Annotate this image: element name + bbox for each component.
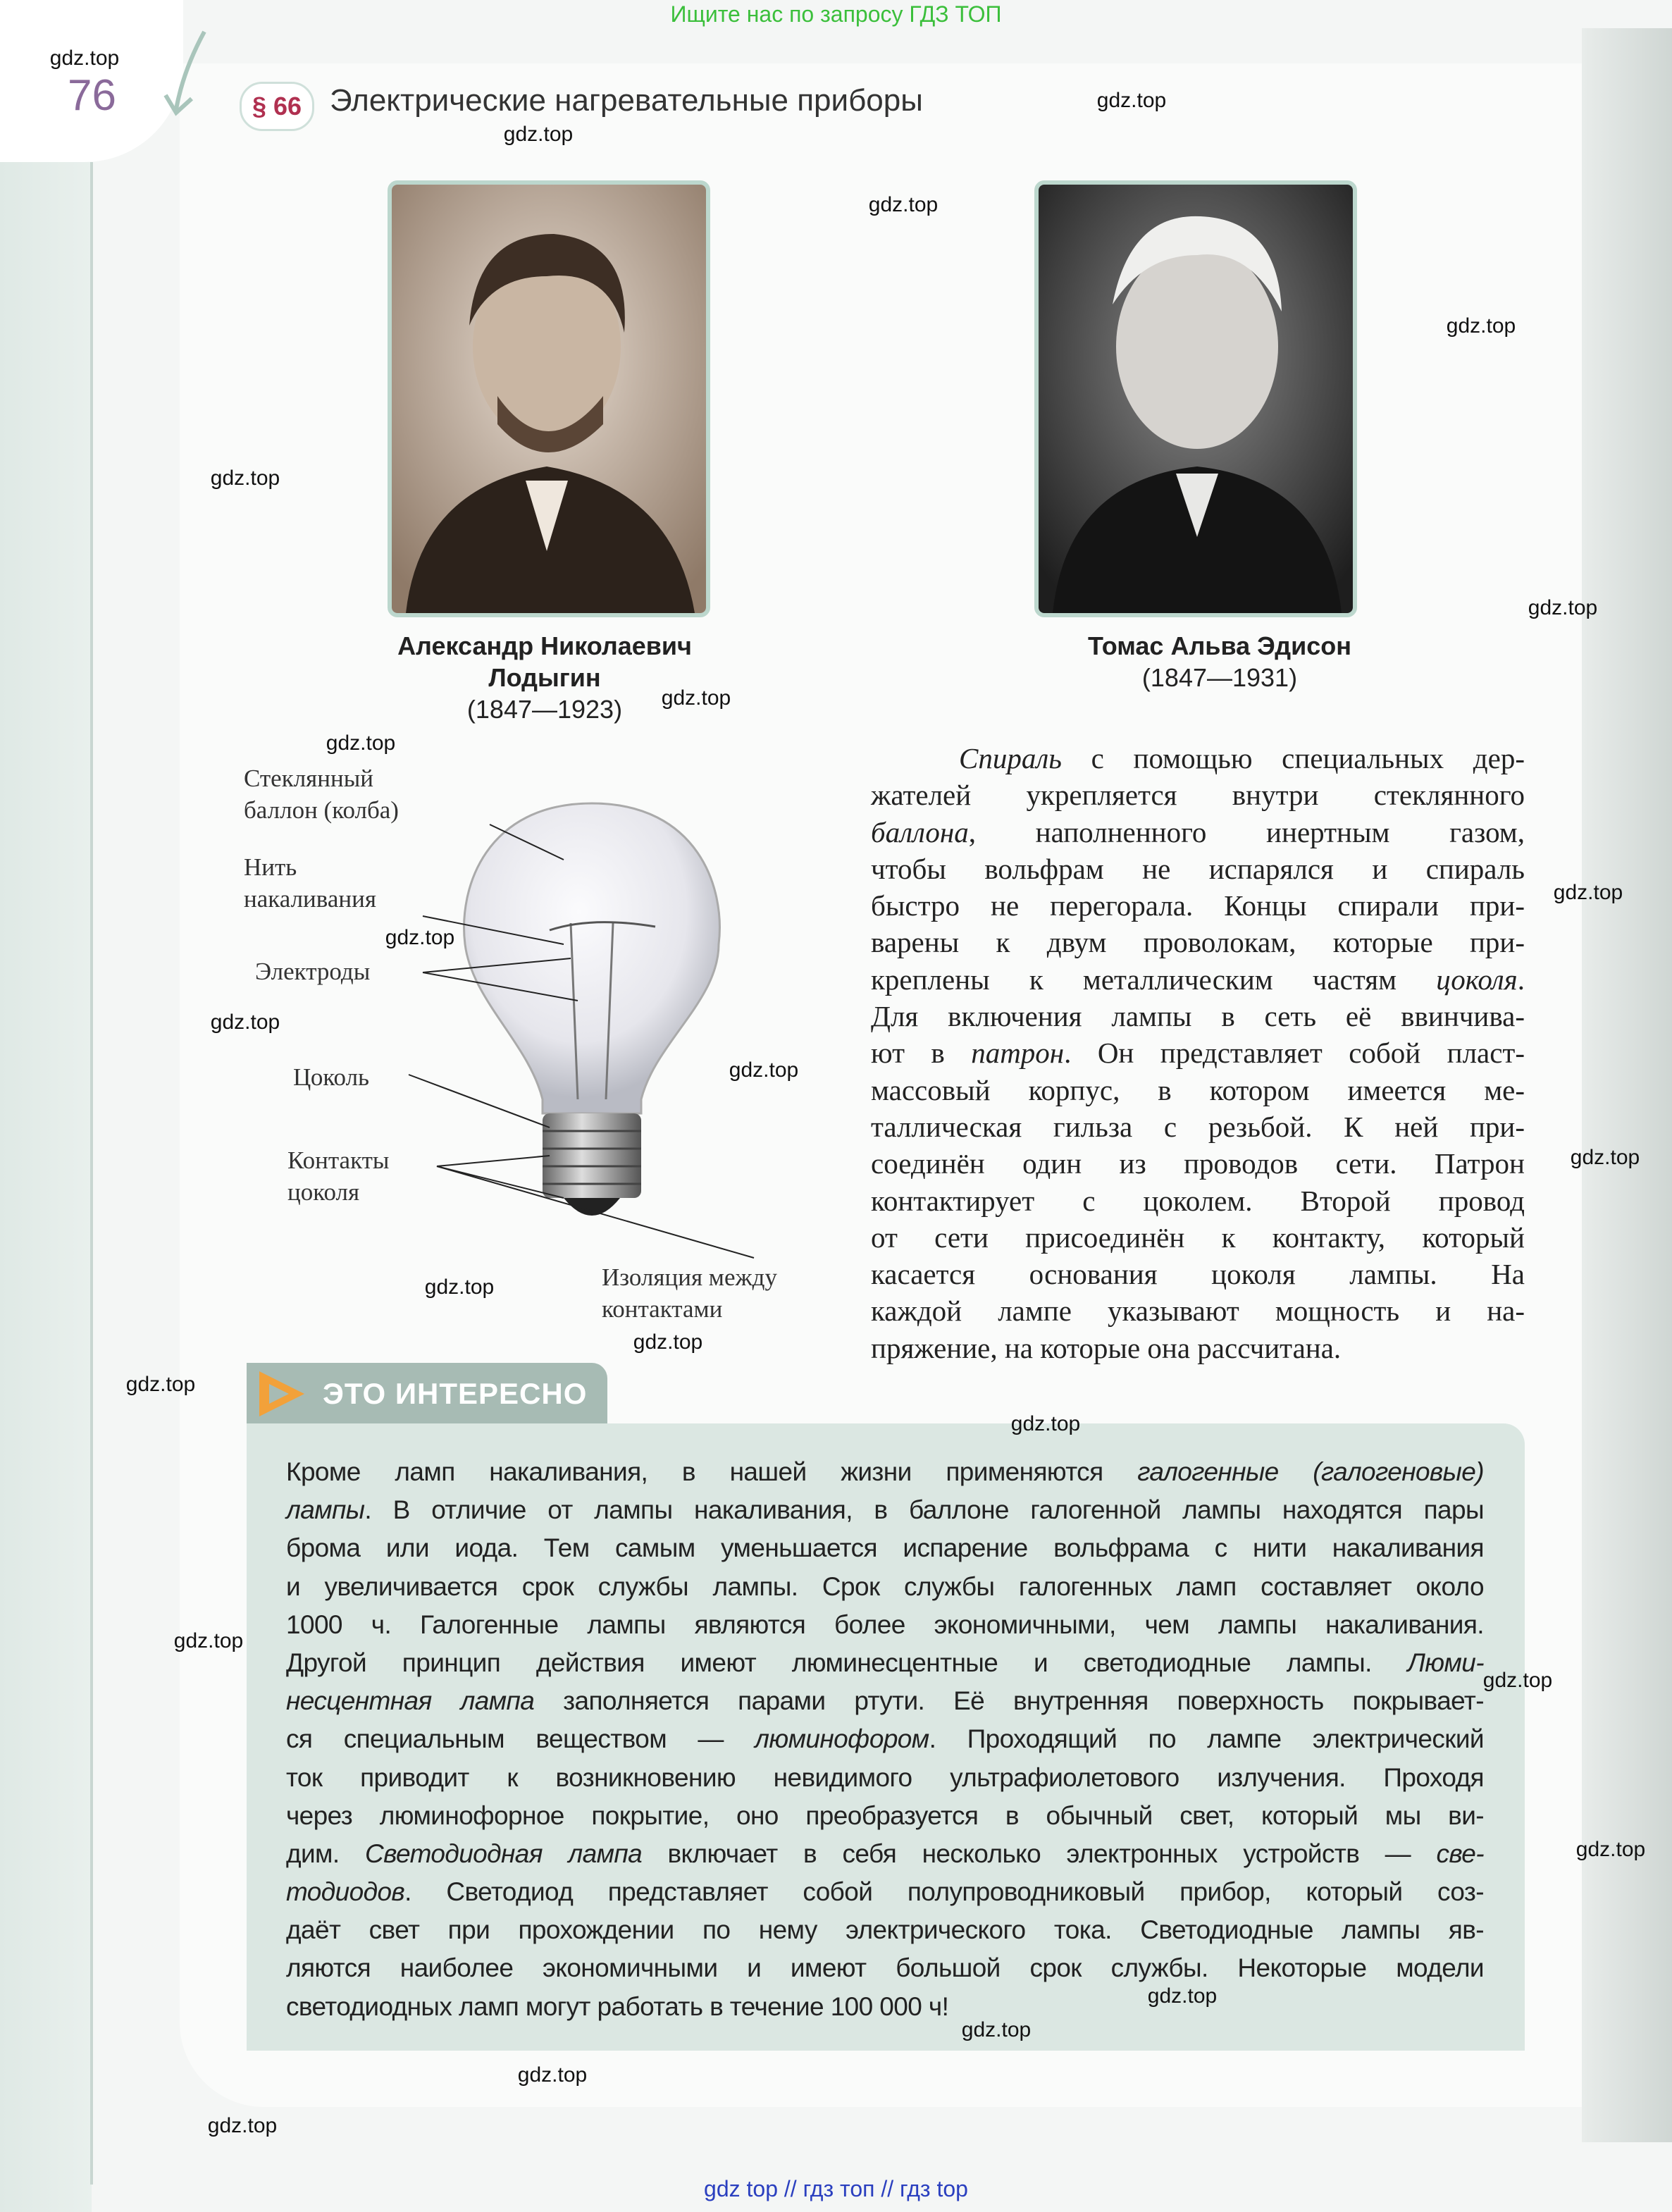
label-base: Цоколь: [293, 1063, 370, 1091]
interesting-text: [286, 1453, 1484, 2026]
page-title: Электрические нагревательные приборы: [330, 83, 923, 118]
interesting-box: [247, 1423, 1525, 2051]
play-arrow-icon: [254, 1368, 310, 1419]
watermark: gdz.top: [503, 123, 574, 146]
watermark: gdz.top: [729, 1058, 799, 1082]
text-segment: таллическая гильза с резьбой. К ней при-: [871, 1110, 1525, 1143]
text-segment: [871, 742, 959, 774]
watermark: gdz.top: [517, 2063, 588, 2087]
text-line: [286, 1453, 1484, 1491]
label-insulation: [602, 1261, 777, 1325]
watermark: gdz.top: [961, 2018, 1032, 2041]
watermark: gdz.top: [1147, 1984, 1218, 2008]
label-contacts: [287, 1144, 389, 1208]
watermark: gdz.top: [424, 1275, 495, 1299]
portrait-edison: [1034, 180, 1357, 617]
watermark: gdz.top: [210, 1011, 280, 1034]
caption-edison: [1008, 630, 1431, 693]
italic-term: Спираль: [959, 742, 1062, 774]
italic-term: патрон: [971, 1037, 1065, 1070]
text-line: [286, 1759, 1484, 1797]
text-segment: брома или иода. Тем самым уменьшается испарение вольфрама с нити накаливания: [286, 1533, 1484, 1563]
text-segment: каждой лампе указывают мощность и на-: [871, 1295, 1525, 1328]
text-line: [286, 1606, 1484, 1644]
watermark: gdz.top: [1575, 1838, 1646, 1861]
text-line: [871, 998, 1525, 1034]
text-line: [871, 777, 1525, 813]
text-line: [286, 1911, 1484, 1949]
page-number: 76: [68, 71, 116, 120]
text-line: [286, 1988, 1484, 2026]
watermark: gdz.top: [1528, 596, 1598, 619]
label-line: Контакты: [287, 1147, 390, 1174]
text-line: [871, 1219, 1525, 1256]
text-line: [286, 1720, 1484, 1758]
text-segment: . В отличие от лампы накаливания, в баллоне галогенной лампы находятся пары: [364, 1495, 1484, 1525]
text-segment: . Проходящий по лампе электрический: [929, 1724, 1484, 1754]
text-line: [871, 1182, 1525, 1219]
italic-term: тодиодов: [286, 1877, 405, 1907]
footer-links[interactable]: gdz top // гдз топ // гдз top: [704, 2176, 968, 2201]
text-segment: касается основания цоколя лампы. На: [871, 1258, 1525, 1291]
text-segment: варены к двум проволокам, которые при-: [871, 926, 1525, 959]
text-segment: светодиодных ламп могут работать в течение 100 000 ч!: [286, 1991, 949, 2021]
text-line: [871, 1108, 1525, 1145]
search-banner[interactable]: Ищите нас по запросу ГДЗ ТОП: [670, 1, 1002, 27]
text-line: [871, 1034, 1525, 1071]
text-segment: и увеличивается срок службы лампы. Срок службы галогенных ламп составляет около: [286, 1571, 1484, 1601]
light-bulb-diagram: [233, 747, 867, 1311]
label-line: цоколя: [287, 1178, 360, 1206]
text-line: [871, 1145, 1525, 1182]
watermark: gdz.top: [1446, 314, 1516, 338]
text-segment: пряжение, на которые она рассчитана.: [871, 1331, 1342, 1364]
text-line: [871, 1292, 1525, 1329]
margin-line: [90, 162, 93, 2185]
text-line: [286, 1682, 1484, 1720]
text-line: [286, 1949, 1484, 1987]
watermark: gdz.top: [633, 1330, 703, 1354]
text-line: [871, 887, 1525, 924]
watermark: gdz.top: [1553, 881, 1623, 904]
book-spine-edge: [1582, 28, 1672, 2142]
watermark: gdz.top: [385, 926, 455, 949]
text-segment: ляются наиболее экономичными и имеют большой срок службы. Некоторые модели: [286, 1953, 1484, 1983]
label-line: Нить: [244, 853, 297, 881]
watermark: gdz.top: [210, 467, 280, 490]
text-segment: 1000 ч. Галогенные лампы являются более экономичными, чем лампы накаливания.: [286, 1609, 1484, 1639]
label-filament: [244, 851, 376, 915]
text-line: [286, 1644, 1484, 1682]
italic-term: Светодиодная лампа: [364, 1839, 643, 1868]
text-segment: дим.: [286, 1839, 365, 1868]
label-line: Изоляция между: [602, 1263, 777, 1291]
text-segment: Для включения лампы в сеть её ввинчива-: [871, 1000, 1525, 1033]
text-line: [871, 1330, 1525, 1366]
text-segment: Кроме ламп накаливания, в нашей жизни применяются: [286, 1457, 1138, 1486]
caption-name: Лодыгин: [488, 663, 601, 692]
watermark: gdz.top: [125, 1373, 196, 1396]
text-segment: . Он представляет собой пласт-: [1064, 1037, 1525, 1070]
interesting-tab: [247, 1363, 607, 1423]
text-segment: через люминофорное покрытие, оно преобразуется в обычный свет, который мы ви-: [286, 1800, 1484, 1830]
caption-name: Александр Николаевич: [397, 631, 692, 660]
label-line: баллон (колба): [244, 796, 399, 824]
text-segment: даёт свет при прохождении по нему электрического тока. Светодиодные лампы яв-: [286, 1915, 1484, 1945]
text-segment: соединён один из проводов сети. Патрон: [871, 1147, 1525, 1180]
text-line: [871, 1256, 1525, 1292]
label-line: контактами: [602, 1295, 723, 1323]
italic-term: цоколя: [1436, 963, 1518, 996]
watermark: gdz.top: [1570, 1146, 1640, 1169]
text-segment: .: [1517, 963, 1525, 996]
watermark: gdz.top: [1482, 1669, 1553, 1692]
page-margin: [0, 0, 92, 2212]
caption-name: Томас Альва Эдисон: [1088, 631, 1351, 660]
watermark: gdz.top: [661, 686, 731, 710]
interesting-label: ЭТО ИНТЕРЕСНО: [323, 1377, 588, 1410]
text-line: [871, 1072, 1525, 1108]
italic-term: све-: [1436, 1839, 1484, 1868]
text-segment: чтобы вольфрам не испарялся и спираль: [871, 852, 1525, 885]
text-segment: Другой принцип действия имеют люминесцентные и светодиодные лампы.: [286, 1648, 1408, 1677]
watermark: gdz.top: [868, 193, 939, 216]
watermark: gdz.top: [1096, 89, 1167, 112]
label-line: накаливания: [244, 885, 376, 913]
text-line: [871, 851, 1525, 887]
watermark: gdz.top: [173, 1629, 244, 1652]
caption-lodygin: [333, 630, 756, 725]
text-segment: ток приводит к возникновению невидимого ультрафиолетового излучения. Проходя: [286, 1762, 1484, 1792]
text-segment: креплены к металлическим частям: [871, 963, 1437, 996]
text-segment: ют в: [871, 1037, 972, 1070]
watermark: gdz.top: [326, 731, 396, 755]
text-line: [286, 1529, 1484, 1567]
text-segment: с помощью специальных дер-: [1061, 742, 1525, 774]
text-segment: ся специальным веществом —: [286, 1724, 755, 1754]
label-glass-bulb: [244, 762, 399, 826]
caption-years: (1847—1923): [466, 695, 623, 724]
text-segment: включает в себя несколько электронных устройств —: [642, 1839, 1437, 1868]
text-line: [286, 1797, 1484, 1835]
watermark: gdz.top: [207, 2114, 278, 2137]
section-badge: § 66: [240, 82, 314, 131]
arrow-icon: [162, 28, 218, 120]
text-line: [286, 1835, 1484, 1873]
text-line: [286, 1873, 1484, 1911]
watermark: gdz.top: [49, 47, 120, 70]
caption-years: (1847—1931): [1141, 663, 1298, 692]
text-segment: массовый корпус, в котором имеется ме-: [871, 1073, 1525, 1106]
label-electrodes: Электроды: [255, 958, 371, 985]
text-line: [871, 961, 1525, 998]
watermark: gdz.top: [1010, 1412, 1081, 1435]
text-segment: , наполненного инертным газом,: [968, 815, 1525, 848]
text-line: [871, 924, 1525, 960]
main-paragraph: [871, 740, 1525, 1366]
italic-term: Люми-: [1407, 1648, 1484, 1677]
text-line: [871, 740, 1525, 777]
italic-term: галогенные (галогеновые): [1137, 1457, 1484, 1486]
italic-term: баллона: [871, 815, 969, 848]
italic-term: люминофором: [755, 1724, 929, 1754]
text-line: [286, 1568, 1484, 1606]
text-line: [286, 1491, 1484, 1529]
text-segment: заполняется парами ртути. Её внутренняя поверхность покрывает-: [534, 1686, 1484, 1716]
text-segment: быстро не перегорала. Концы спирали при-: [871, 889, 1525, 922]
text-segment: от сети присоединён к контакту, который: [871, 1221, 1525, 1254]
text-segment: жателей укрепляется внутри стеклянного: [871, 779, 1525, 812]
label-line: Стеклянный: [244, 765, 373, 792]
italic-term: лампы: [286, 1495, 365, 1525]
text-segment: . Светодиод представляет собой полупроводниковый прибор, который соз-: [404, 1877, 1484, 1907]
portrait-lodygin: [388, 180, 710, 617]
text-line: [871, 814, 1525, 851]
text-segment: контактирует с цоколем. Второй провод: [871, 1184, 1525, 1217]
italic-term: несцентная лампа: [286, 1686, 535, 1716]
